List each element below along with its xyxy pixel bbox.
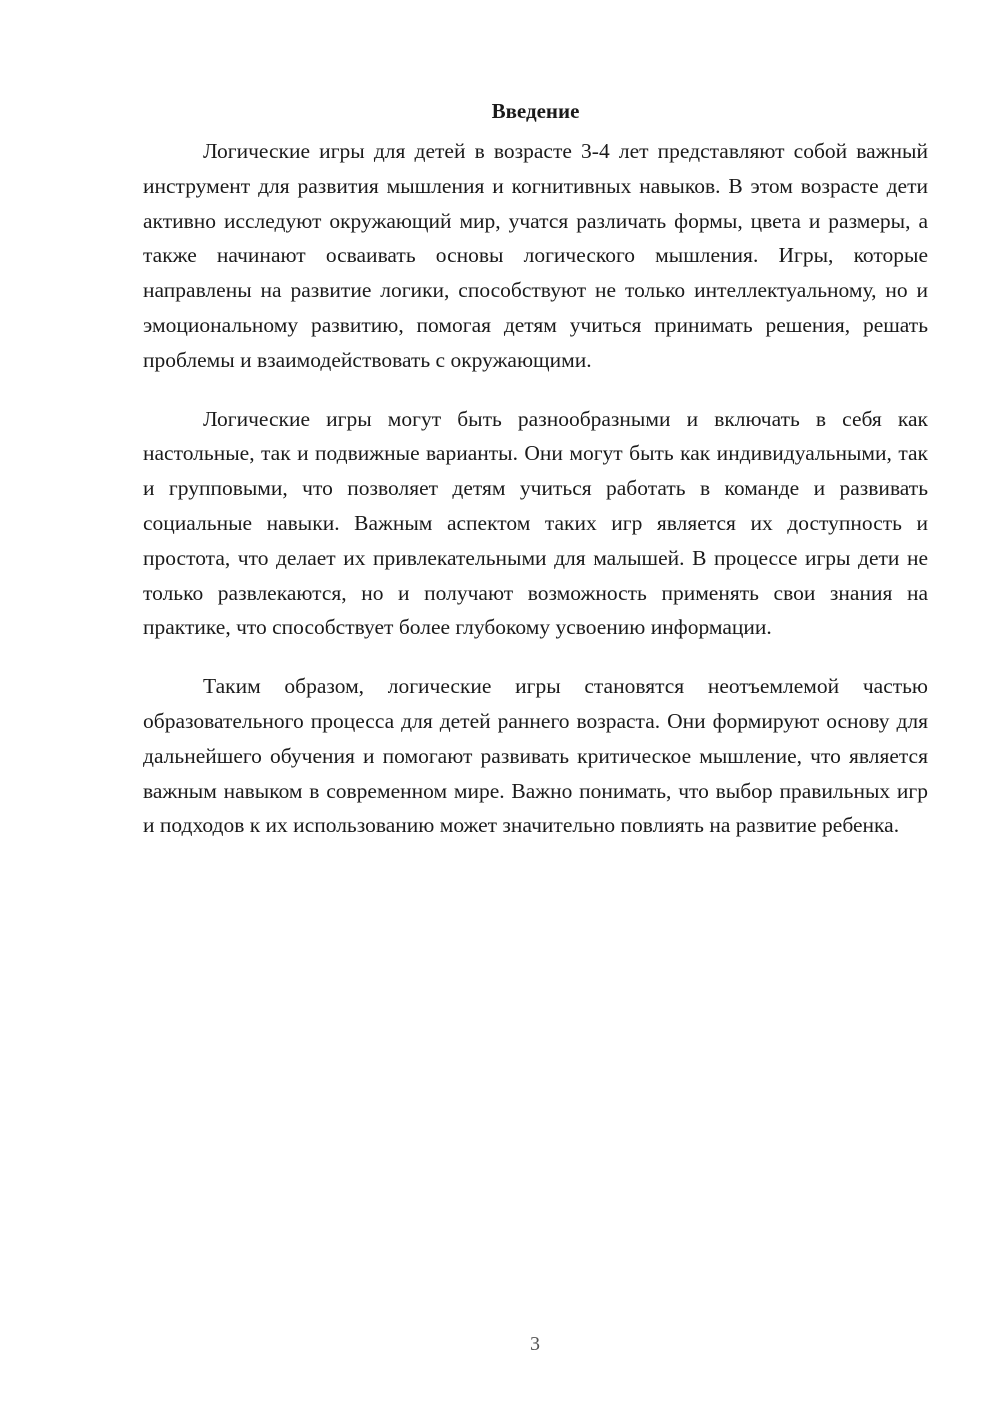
paragraph-3: Таким образом, логические игры становятся неотъемлемой частью образовательного процесса для детей раннего возраста. Они формируют основу для дальнейшего обучения и помогают развивать критическое мышление, что является важным навыком в современном мире. Важно понимать, что выбор правильных игр и подходов к их использованию может значительно повлиять на развитие ребенка.: [143, 674, 928, 838]
section-heading: Введение: [491, 99, 580, 123]
page-content: [143, 96, 928, 867]
paragraph-1: Логические игры для детей в возрасте 3-4 лет представляют собой важный инструмент для развития мышления и когнитивных навыков. В этом возрасте дети активно исследуют окружающий мир, учатся различать формы, цвета и размеры, а также начинают осваивать основы логического мышления. Игры, которые направлены на развитие логики, способствуют не только интеллектуальному, но и эмоциональному развитию, помогая детям учиться принимать решения, решать проблемы и взаимодействовать с окружающими.: [143, 139, 928, 372]
paragraph-2: Логические игры могут быть разнообразными и включать в себя как настольные, так и подвижные варианты. Они могут быть как индивидуальными, так и групповыми, что позволяет детям учиться работать в команде и развивать социальные навыки. Важным аспектом таких игр является их доступность и простота, что делает их привлекательными для малышей. В процессе игры дети не только развлекаются, но и получают возможность применять свои знания на практике, что способствует более глубокому усвоению информации.: [143, 406, 928, 640]
page-number: 3: [530, 1333, 540, 1355]
